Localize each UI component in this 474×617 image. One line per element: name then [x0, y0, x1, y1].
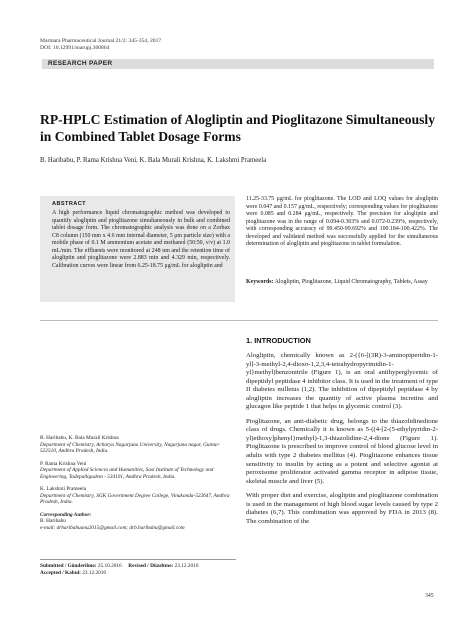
- abstract-box: [40, 196, 235, 302]
- journal-doi: DOI: 10.12991/marupj.300864: [40, 45, 110, 51]
- abstract-text-left: A high performance liquid chromatographic method was developed to quantify alogliptin and pioglitazone simultaneously in bulk and combined tablet dosage form. The chromatographic analysis was done on a Zorbax C8 column (150 mm x 4.6 mm internal diameter, 5 μm particle size) with a mobile phase of 0.1 M ammonium acetate and methanol (50:50, v/v) at 1.0 mL/min. The effluents were monitored at 248 nm and the retention time of alogliptin and pioglitazone were 2.883 min and 4.329 min, respectively. Calibration curves were linear from 6.25-18.75 μg/mL for alogliptin and: [52, 210, 230, 269]
- affiliation-institution: Department of Applied Sciences and Humanities, Sasi Institute of Technology and Engineering, Tadepalligudem - 534101, Andhra Pradesh, India.: [40, 467, 214, 480]
- affiliation-block: [40, 461, 230, 481]
- corresponding-author: [40, 512, 230, 532]
- keywords-list: Alogliptin, Pioglitazone, Liquid Chromatography, Tablets, Assay: [274, 279, 428, 285]
- keywords: [246, 279, 438, 287]
- corresponding-email[interactable]: e-mail: drharibabuanu2015@gmail.com; drb.haribabu@gmail.com: [40, 524, 185, 531]
- revised-date: 23.12.2016: [174, 563, 199, 569]
- paragraph: With proper diet and exercise, alogliptin and pioglitazone combination is used in the management of high blood sugar levels caused by type 2 diabetes (6,7). This combination was approved by FDA in 2013 (8). The combination of the: [246, 492, 438, 525]
- introduction-body: [246, 352, 438, 532]
- affiliation-block: [40, 486, 230, 506]
- author-list: B. Haribabu, P. Rama Krishna Veni, K. Bala Murali Krishna, K. Lakshmi Prameela: [40, 157, 267, 164]
- abstract-heading: ABSTRACT: [52, 201, 86, 207]
- abstract-text-right: 11.25-33.75 μg/mL for pioglitazone. The LOD and LOQ values for alogliptin were 0.047 and 0.157 μg/mL, respectively; corresponding values for pioglitazone were 0.085 and 0.284 μg/mL, respectively. The precision for alogliptin and pioglitazone was in the range of 0.094-0.303% and 0.072-0.239%, respectively, with corresponding accuracy of 99.450-99.692% and 100.184-100.422%. The developed and validated method was successfully applied for the simultaneous determination of alogliptin and pioglitazone in tablet formulation.: [246, 196, 438, 248]
- page-number: 345: [425, 593, 434, 599]
- section-banner: [42, 59, 434, 69]
- corresponding-name: B. Haribabu: [40, 518, 66, 524]
- divider: [40, 320, 438, 321]
- affiliation-institution: Department of Chemistry, Acharya Nagarjuna University, Nagarjuna nagar, Guntur-522510, Andhra Pradesh, India.: [40, 441, 221, 454]
- affiliation-names: B. Haribabu, K. Bala Murali Krishna: [40, 435, 119, 441]
- affiliations: [40, 435, 230, 537]
- affiliation-institution: Department of Chemistry, SGK Government Degree College, Vinukonda-522647, Andhra Pradesh, India.: [40, 492, 230, 505]
- journal-line-1: Marmara Pharmaceutical Journal 21/2: 345-354, 2017: [40, 38, 162, 44]
- affiliation-names: P. Rama Krishna Veni: [40, 460, 87, 467]
- revised-label: Revised / Düzeltme:: [128, 563, 174, 569]
- keywords-label: Keywords:: [246, 279, 274, 285]
- submission-dates: [40, 559, 236, 577]
- paragraph: Pioglitazone, an anti-diabetic drug, belongs to the thiazolidinedione class of drugs. Chemically it is known as 5-((4-[2-(5-ethylpyridin-2-yl)ethoxy]phenyl}methyl)-1,3-thiazolidine-2,4-dione (Figure 1). Pioglitazone is prescribed to improve control of blood glucose level in adults with type 2 diabetes mellitus (4). Pioglitazone enhances tissue sensitivity to insulin by acting as a potent and selective agonist at peroxisome proliferator activated gamma receptor in adipose tissue, skeletal muscle and liver (5).: [246, 417, 438, 485]
- section-label: RESEARCH PAPER: [48, 60, 113, 67]
- affiliation-block: [40, 435, 230, 455]
- corresponding-heading: Corresponding Author:: [40, 511, 92, 518]
- affiliation-names: K. Lakshmi Prameela: [40, 486, 87, 492]
- journal-citation: [40, 38, 161, 52]
- accepted-label: Accepted / Kabul:: [40, 570, 81, 576]
- article-title: RP-HPLC Estimation of Alogliptin and Pioglitazone Simultaneously in Combined Tablet Dosage Forms: [40, 112, 436, 144]
- paragraph: Alogliptin, chemically known as 2-({6-[(3R)-3-aminopiperidin-1-yl]-3-methyl-2,4-dioxo-1,2,3,4-tetrahydropyrimidin-1-yl}methyl)benzonitrile (Figure 1), is an oral antihyperglycemic of dipeptidyl peptidase 4 inhibitor class. It is used in the treatment of type II diabetes milletus (1,2). The inhibition of dipeptidyl peptidase 4 by alogliptin increases the quantity of active plasma incretins and glucagon like peptide 1 that helps in glycemic control (3).: [246, 352, 438, 411]
- introduction-heading: 1. INTRODUCTION: [246, 336, 311, 345]
- submitted-date: 25.10.2016: [97, 563, 122, 569]
- accepted-date: 23.12.2016: [82, 570, 107, 576]
- submitted-label: Submitted / Gönderilme:: [40, 563, 97, 569]
